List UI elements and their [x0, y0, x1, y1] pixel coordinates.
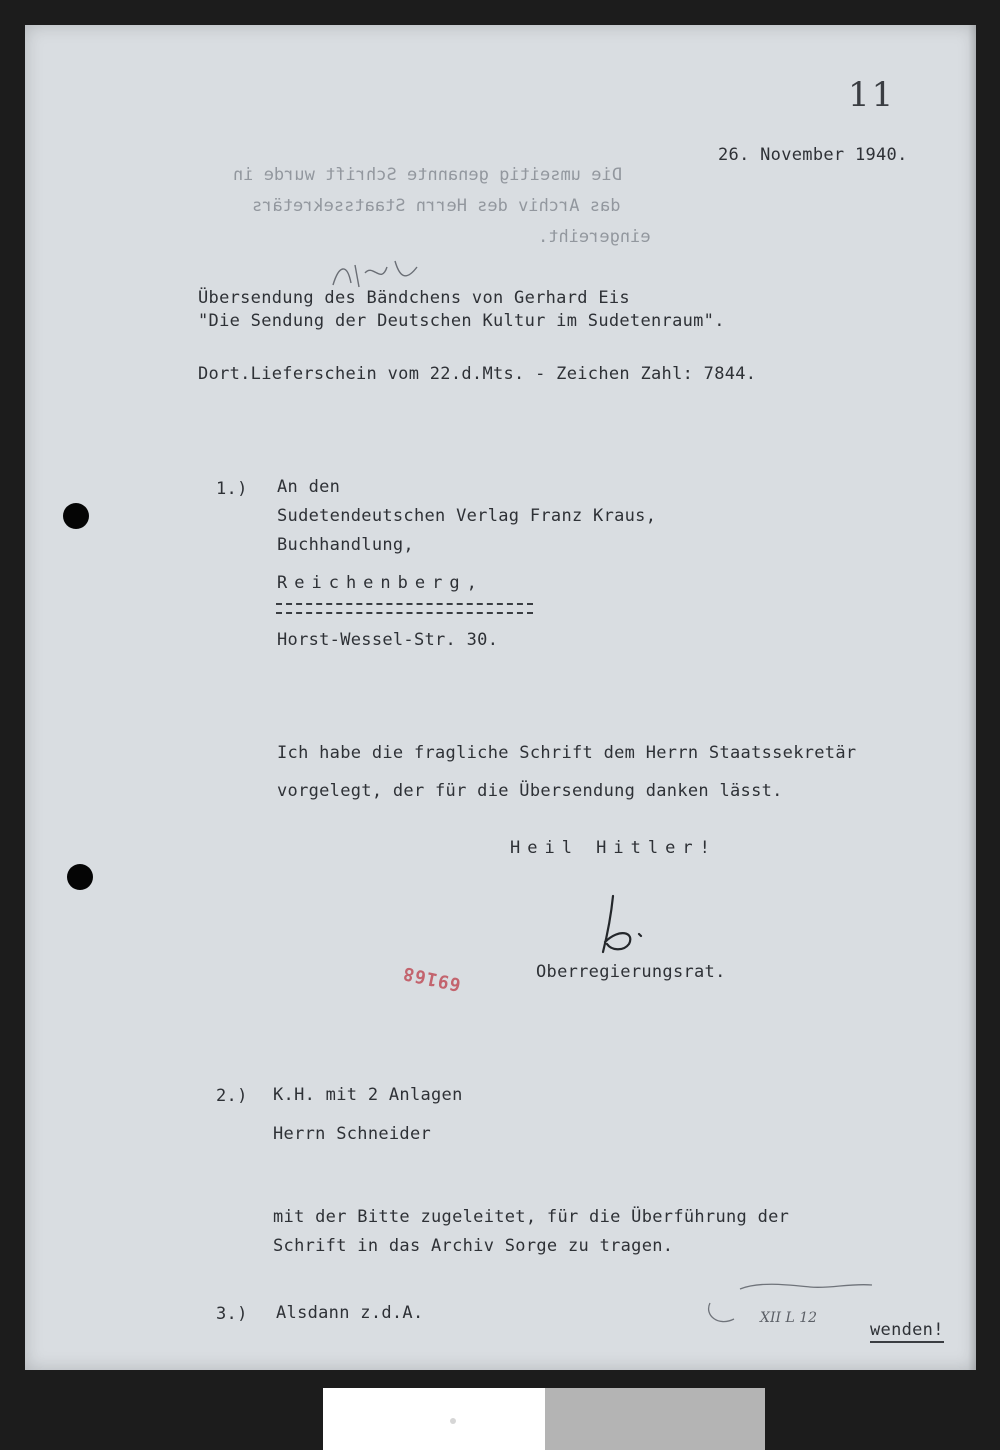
address-line-3: Buchhandlung, — [277, 535, 414, 555]
subject-line-2: "Die Sendung der Deutschen Kultur im Sudetenraum". — [198, 311, 725, 331]
item-2-line-1: K.H. mit 2 Anlagen — [273, 1085, 463, 1105]
request-line-2: Schrift in das Archiv Sorge zu tragen. — [273, 1236, 674, 1256]
document-sheet — [25, 25, 976, 1370]
address-line-1: An den — [277, 477, 341, 497]
pencil-archive-note: XII L 12 — [760, 1310, 818, 1326]
scan-calibration-strip — [323, 1388, 765, 1450]
punch-hole-bottom — [67, 864, 93, 890]
request-line-1: mit der Bitte zugeleitet, für die Überführung der — [273, 1207, 790, 1227]
red-stamp-number: 69168 — [400, 962, 463, 995]
item-3-number: 3.) — [216, 1304, 248, 1324]
turn-page-note: wenden! — [870, 1320, 944, 1343]
mirrored-note-line-2: das Archiv des Herrn Staatssekretärs — [252, 196, 621, 216]
city-double-underline — [276, 603, 533, 614]
punch-hole-top — [63, 503, 89, 529]
mirrored-note-line-3: eingereiht. — [538, 227, 651, 247]
subject-line-1: Übersendung des Bändchens von Gerhard Eis — [198, 288, 630, 308]
document-date: 26. November 1940. — [718, 145, 908, 165]
item-2-number: 2.) — [216, 1086, 248, 1106]
item-3-text: Alsdann z.d.A. — [276, 1303, 424, 1323]
item-2-line-2: Herrn Schneider — [273, 1124, 432, 1144]
body-line-1: Ich habe die fragliche Schrift dem Herrn Staatssekretär — [277, 743, 857, 763]
mirrored-note-line-1: Die umseitig genannte Schrift wurde in — [233, 165, 622, 185]
item-1-number: 1.) — [216, 479, 248, 499]
greeting: Heil Hitler! — [510, 838, 717, 858]
page-number: 11 — [848, 75, 896, 115]
calibration-grey-patch — [545, 1388, 765, 1450]
address-line-2: Sudetendeutschen Verlag Franz Kraus, — [277, 506, 657, 526]
handwritten-signature — [595, 892, 655, 962]
address-street: Horst-Wessel-Str. 30. — [277, 630, 499, 650]
body-line-2: vorgelegt, der für die Übersendung danken lässt. — [277, 781, 783, 801]
signature-title: Oberregierungsrat. — [536, 962, 726, 982]
reference-line: Dort.Lieferschein vom 22.d.Mts. - Zeichen Zahl: 7844. — [198, 364, 757, 384]
sheet-edge-shadow — [968, 25, 976, 1370]
calibration-white-patch — [323, 1388, 545, 1450]
address-city: Reichenberg, — [277, 573, 484, 593]
